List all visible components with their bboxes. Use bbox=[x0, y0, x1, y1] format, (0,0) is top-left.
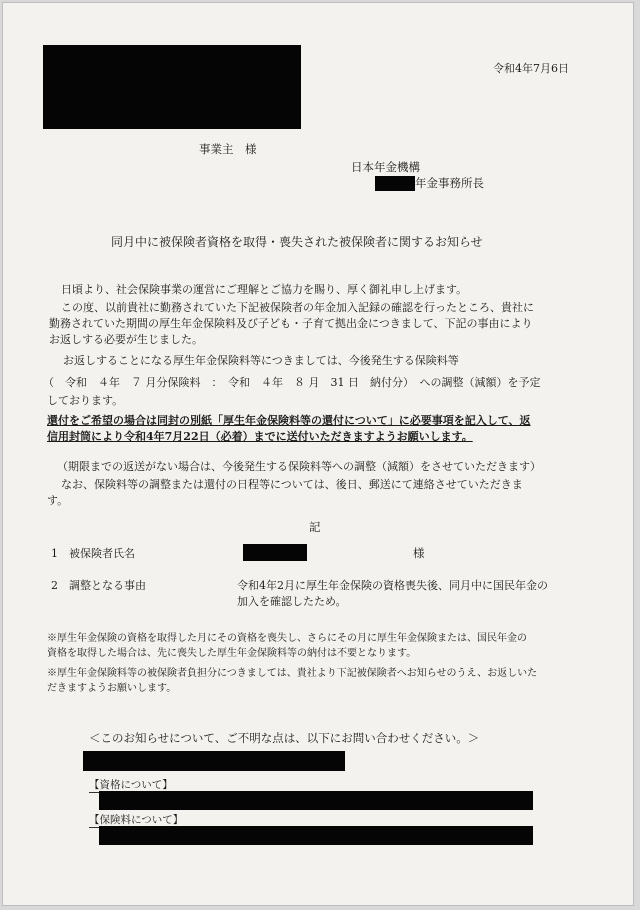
redacted-premium-contact bbox=[99, 826, 533, 845]
refund-request-line1: 還付をご希望の場合は同封の別紙「厚生年金保険料等の還付について」に必要事項を記入して、返 bbox=[47, 414, 531, 427]
note-2-line1: ※厚生年金保険料等の被保険者負担分につきましては、貴社より下記被保険者へお知らせのうえ、お返しいた bbox=[47, 668, 538, 679]
redacted-insured-name bbox=[243, 544, 307, 561]
refund-request-line2: 信用封筒により令和4年7月22日（必着）までに送付いただきますようお願いします。 bbox=[47, 430, 473, 443]
item-2-value-line1: 令和4年2月に厚生年金保険の資格喪失後、同月中に国民年金の bbox=[237, 579, 548, 592]
para1-line1: この度、以前貴社に勤務されていた下記被保険者の年金加入記録の確認を行ったところ、貴社に bbox=[61, 301, 534, 314]
addressee: 事業主 様 bbox=[199, 142, 257, 156]
item-1-label: 被保険者氏名 bbox=[69, 547, 135, 560]
redacted-office-name bbox=[375, 176, 415, 191]
para1-line3: お返しする必要が生じました。 bbox=[49, 333, 203, 346]
notice-page bbox=[2, 2, 634, 906]
sender-org: 日本年金機構 bbox=[351, 160, 420, 174]
para2-line1: お返しすることになる厚生年金保険料等につきましては、今後発生する保険料等 bbox=[63, 354, 459, 367]
redacted-qualification-contact bbox=[99, 791, 533, 810]
contact-heading: ＜このお知らせについて、ご不明な点は、以下にお問い合わせください。＞ bbox=[89, 731, 480, 745]
para2-line3: しております。 bbox=[47, 394, 124, 407]
contact-label-qualification: 【資格について】 bbox=[89, 779, 173, 791]
note-2-line2: だきますようお願いします。 bbox=[47, 683, 177, 694]
item-1-honorific: 様 bbox=[413, 546, 425, 560]
para5-line2: す。 bbox=[47, 494, 69, 507]
note-1-line2: 資格を取得した場合は、先に喪失した厚生年金保険料等の納付は不要となります。 bbox=[47, 648, 417, 659]
deadline-note: （期限までの返送がない場合は、今後発生する保険料等への調整（減額）をさせていただきます） bbox=[57, 460, 541, 473]
para5-line1: なお、保険料等の調整または還付の日程等については、後日、郵送にて連絡させていただきま bbox=[61, 478, 523, 491]
contact-label-premium: 【保険料について】 bbox=[89, 814, 184, 826]
redacted-contact-office bbox=[83, 751, 345, 771]
sender-office-suffix: 年金事務所長 bbox=[415, 176, 484, 190]
document-title: 同月中に被保険者資格を取得・喪失された被保険者に関するお知らせ bbox=[111, 235, 483, 249]
redacted-recipient bbox=[43, 45, 301, 129]
date: 令和4年7月6日 bbox=[493, 62, 569, 75]
ki-heading: 記 bbox=[309, 520, 321, 534]
item-2-value-line2: 加入を確認したため。 bbox=[237, 595, 347, 608]
note-1-line1: ※厚生年金保険の資格を取得した月にその資格を喪失し、さらにその月に厚生年金保険または、国民年金の bbox=[47, 633, 527, 644]
para1-line2: 勤務されていた期間の厚生年金保険料及び子ども・子育て拠出金につきまして、下記の事由により bbox=[49, 317, 533, 330]
greeting: 日頃より、社会保険事業の運営にご理解とご協力を賜り、厚く御礼申し上げます。 bbox=[61, 283, 468, 296]
item-2-label: 調整となる事由 bbox=[69, 579, 146, 592]
item-2-number: 2 bbox=[51, 579, 58, 592]
item-1-number: 1 bbox=[51, 547, 58, 560]
para2-line2: （ 令和 ４年 ７ 月分保険料 ： 令和 ４年 ８ 月 31 日 納付分） への調整（減額）を予定 bbox=[43, 376, 541, 389]
